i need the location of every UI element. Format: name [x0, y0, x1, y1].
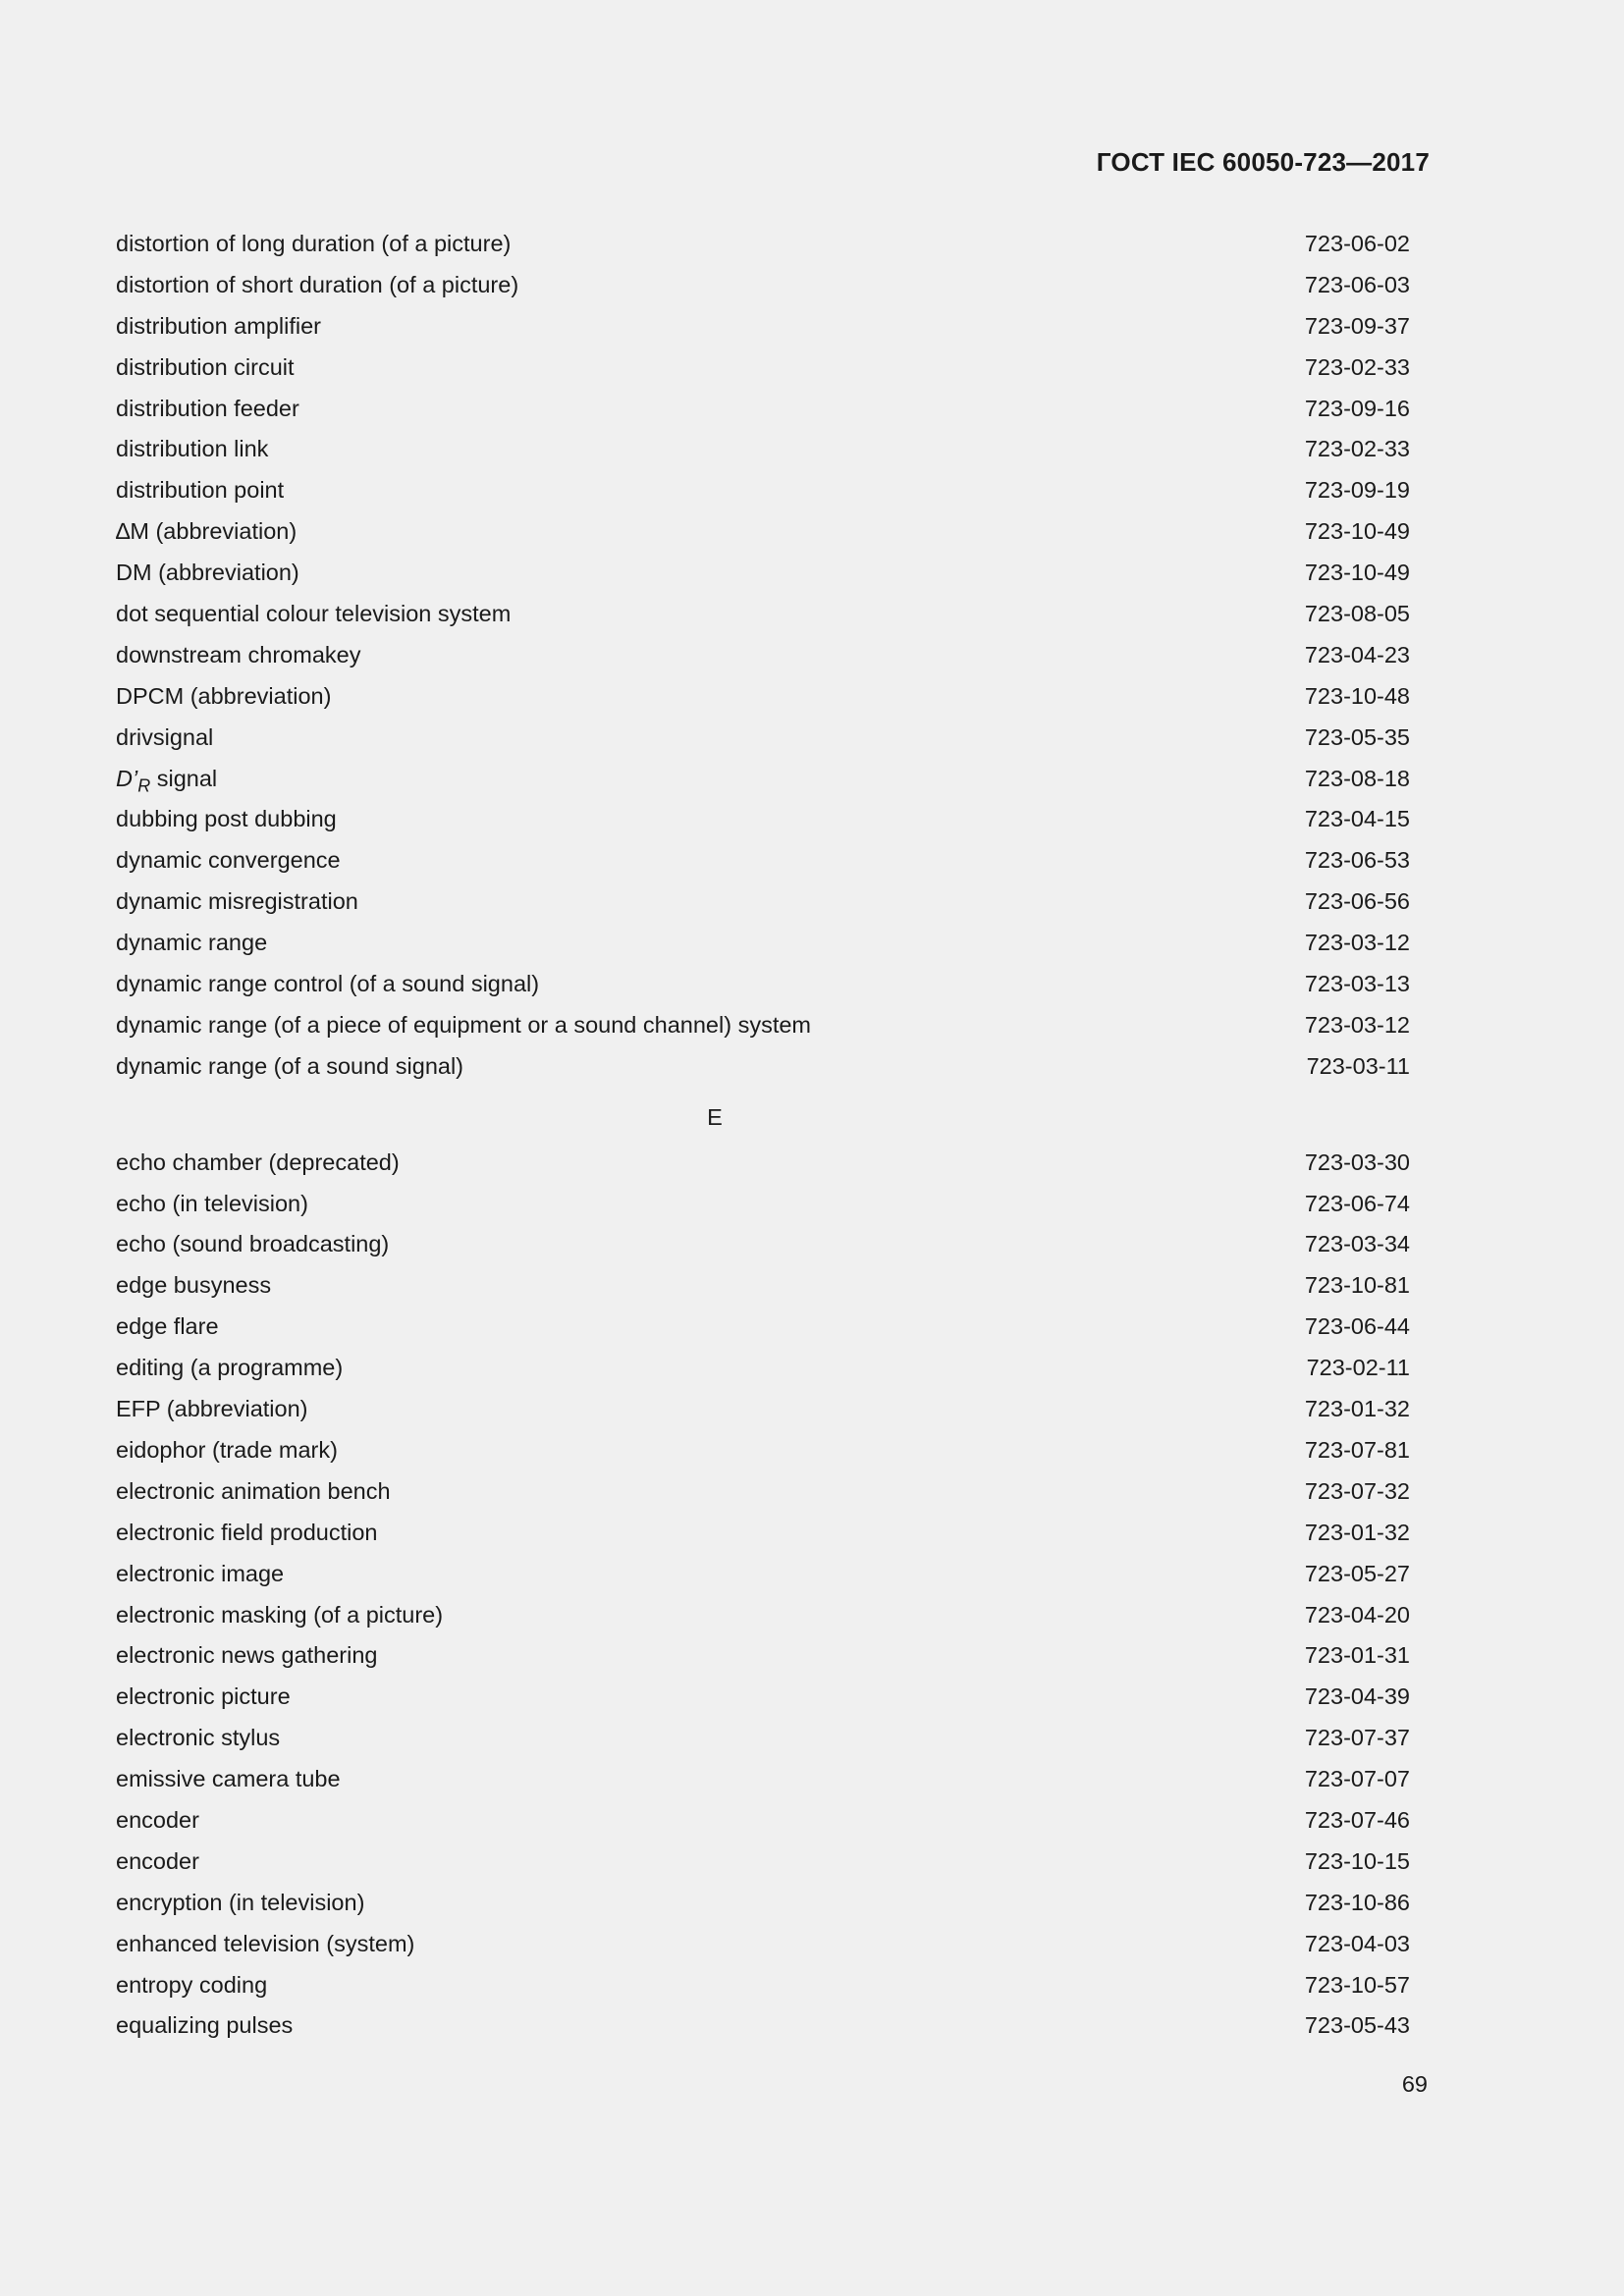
index-reference: 723-04-15 — [1304, 806, 1410, 832]
index-term: edge flare — [116, 1313, 219, 1340]
index-reference: 723-05-35 — [1304, 723, 1410, 750]
index-reference: 723-08-18 — [1304, 765, 1410, 791]
index-entry — [116, 2005, 1410, 2047]
index-term: dynamic range (of a piece of equipment or a sound channel) system — [116, 1011, 812, 1038]
index-term: echo (in television) — [116, 1190, 308, 1216]
index-entry — [116, 1389, 1410, 1430]
index-entry — [116, 511, 1410, 553]
index-entry — [116, 1348, 1410, 1389]
index-entry — [116, 1800, 1410, 1842]
index-entry — [116, 718, 1410, 759]
index-reference: 723-10-86 — [1304, 1889, 1410, 1915]
index-term: electronic image — [116, 1560, 285, 1586]
index-term: electronic stylus — [116, 1725, 281, 1751]
index-term: distribution point — [116, 477, 285, 504]
index-entry — [116, 1965, 1410, 2006]
index-term: encoder — [116, 1806, 199, 1833]
index-reference: 723-06-74 — [1304, 1190, 1410, 1216]
index-entry — [116, 1005, 1410, 1046]
index-reference: 723-10-81 — [1304, 1272, 1410, 1299]
index-term: encoder — [116, 1847, 199, 1874]
index-reference: 723-10-15 — [1304, 1847, 1410, 1874]
index-entry — [116, 676, 1410, 718]
page-number: 69 — [1401, 2071, 1428, 2097]
index-reference: 723-07-37 — [1304, 1725, 1410, 1751]
index-term: encryption (in television) — [116, 1889, 365, 1915]
index-term: eidophor (trade mark) — [116, 1436, 338, 1463]
index-entry — [116, 553, 1410, 594]
index-term: equalizing pulses — [116, 2012, 294, 2039]
index-reference: 723-05-43 — [1304, 2012, 1410, 2039]
index-term: drivsignal — [116, 723, 214, 750]
index-entry — [116, 1924, 1410, 1965]
index-term-symbol: D’ — [116, 765, 138, 791]
index-term: dynamic range control (of a sound signal) — [116, 971, 540, 997]
index-entry — [116, 1184, 1410, 1225]
index-reference: 723-06-02 — [1304, 231, 1410, 256]
index-reference: 723-06-56 — [1304, 888, 1410, 915]
index-entry — [116, 1635, 1410, 1677]
index-term: dynamic range — [116, 930, 268, 956]
index-section-d — [116, 224, 1410, 1088]
index-term: EFP (abbreviation) — [116, 1396, 308, 1422]
index-term: electronic animation bench — [116, 1477, 391, 1504]
index-entry — [116, 265, 1410, 306]
index-term: edge busyness — [116, 1272, 272, 1299]
index-reference: 723-06-53 — [1304, 847, 1410, 874]
index-term: electronic masking (of a picture) — [116, 1601, 444, 1628]
index-reference: 723-06-44 — [1304, 1313, 1410, 1340]
index-entry — [116, 1883, 1410, 1924]
section-letter-e: E — [707, 1103, 723, 1130]
index-term-suffix: signal — [150, 765, 218, 791]
index-entry — [116, 799, 1410, 840]
index-reference: 723-07-81 — [1304, 1436, 1410, 1463]
index-term: distortion of long duration (of a picture) — [116, 231, 512, 256]
index-reference: 723-02-33 — [1304, 353, 1410, 380]
index-term: entropy coding — [116, 1971, 268, 1998]
index-reference: 723-10-57 — [1304, 1971, 1410, 1998]
index-term: distribution link — [116, 436, 269, 462]
index-reference: 723-03-30 — [1304, 1148, 1410, 1175]
index-entry — [116, 923, 1410, 964]
index-reference: 723-02-33 — [1304, 436, 1410, 462]
index-entry — [116, 1307, 1410, 1348]
index-reference: 723-03-12 — [1304, 930, 1410, 956]
index-term: echo chamber (deprecated) — [116, 1148, 400, 1175]
index-term: distribution circuit — [116, 353, 295, 380]
index-term: dot sequential colour television system — [116, 601, 512, 627]
index-entry — [116, 1143, 1410, 1184]
index-reference: 723-03-11 — [1306, 1052, 1410, 1079]
index-reference: 723-04-03 — [1304, 1930, 1410, 1956]
index-reference: 723-01-31 — [1304, 1642, 1410, 1669]
index-reference: 723-04-39 — [1304, 1683, 1410, 1710]
index-reference: 723-07-46 — [1304, 1806, 1410, 1833]
index-entry — [116, 594, 1410, 635]
index-term: distortion of short duration (of a picture) — [116, 271, 519, 297]
index-term: ∆M (abbreviation) — [116, 518, 298, 545]
index-reference: 723-04-23 — [1304, 641, 1410, 667]
index-reference: 723-03-13 — [1304, 971, 1410, 997]
index-entry — [116, 1265, 1410, 1307]
index-term: distribution amplifier — [116, 312, 321, 339]
index-entry — [116, 347, 1410, 389]
index-reference: 723-09-16 — [1304, 395, 1410, 421]
index-entry — [116, 840, 1410, 881]
index-entry — [116, 1759, 1410, 1800]
index-list — [116, 224, 1410, 2047]
index-reference: 723-10-49 — [1304, 518, 1410, 545]
index-entry — [116, 1842, 1410, 1883]
index-reference: 723-01-32 — [1304, 1519, 1410, 1545]
index-reference: 723-06-03 — [1304, 271, 1410, 297]
index-reference: 723-10-48 — [1304, 682, 1410, 709]
index-reference: 723-09-19 — [1304, 477, 1410, 504]
index-term: editing (a programme) — [116, 1355, 344, 1381]
index-reference: 723-07-32 — [1304, 1477, 1410, 1504]
index-entry — [116, 1513, 1410, 1554]
index-entry — [116, 1595, 1410, 1636]
index-entry — [116, 429, 1410, 470]
index-entry — [116, 635, 1410, 676]
index-reference: 723-08-05 — [1304, 601, 1410, 627]
index-term: dubbing post dubbing — [116, 806, 337, 832]
index-term: electronic field production — [116, 1519, 378, 1545]
index-reference: 723-03-12 — [1304, 1011, 1410, 1038]
index-term: dynamic convergence — [116, 847, 341, 874]
index-reference: 723-01-32 — [1304, 1396, 1410, 1422]
index-reference: 723-04-20 — [1304, 1601, 1410, 1628]
index-term: enhanced television (system) — [116, 1930, 415, 1956]
index-term: DPCM (abbreviation) — [116, 682, 332, 709]
index-reference: 723-09-37 — [1304, 312, 1410, 339]
index-entry — [116, 389, 1410, 430]
document-header: ГОСТ IEC 60050-723—2017 — [1096, 147, 1430, 177]
index-entry — [116, 224, 1410, 265]
index-term: echo (sound broadcasting) — [116, 1231, 390, 1257]
index-term: dynamic range (of a sound signal) — [116, 1052, 464, 1079]
index-entry — [116, 306, 1410, 347]
index-entry — [116, 759, 1410, 800]
index-term: dynamic misregistration — [116, 888, 358, 915]
index-entry — [116, 1430, 1410, 1471]
index-reference: 723-07-07 — [1304, 1766, 1410, 1792]
index-reference: 723-03-34 — [1304, 1231, 1410, 1257]
index-entry — [116, 1471, 1410, 1513]
index-term: electronic news gathering — [116, 1642, 378, 1669]
index-term — [116, 759, 217, 800]
index-entry — [116, 470, 1410, 511]
index-term: distribution feeder — [116, 395, 299, 421]
index-term: emissive camera tube — [116, 1766, 341, 1792]
index-entry — [116, 1554, 1410, 1595]
index-entry — [116, 964, 1410, 1005]
index-entry — [116, 881, 1410, 923]
index-entry — [116, 1046, 1410, 1088]
index-reference: 723-02-11 — [1306, 1355, 1410, 1381]
index-entry — [116, 1718, 1410, 1759]
index-term: downstream chromakey — [116, 641, 361, 667]
index-term-subscript: R — [137, 775, 151, 796]
index-term: DM (abbreviation) — [116, 560, 299, 586]
index-reference: 723-10-49 — [1304, 560, 1410, 586]
index-entry — [116, 1224, 1410, 1265]
index-reference: 723-05-27 — [1304, 1560, 1410, 1586]
index-entry — [116, 1677, 1410, 1718]
index-section-e — [116, 1143, 1410, 2048]
index-term: electronic picture — [116, 1683, 291, 1710]
